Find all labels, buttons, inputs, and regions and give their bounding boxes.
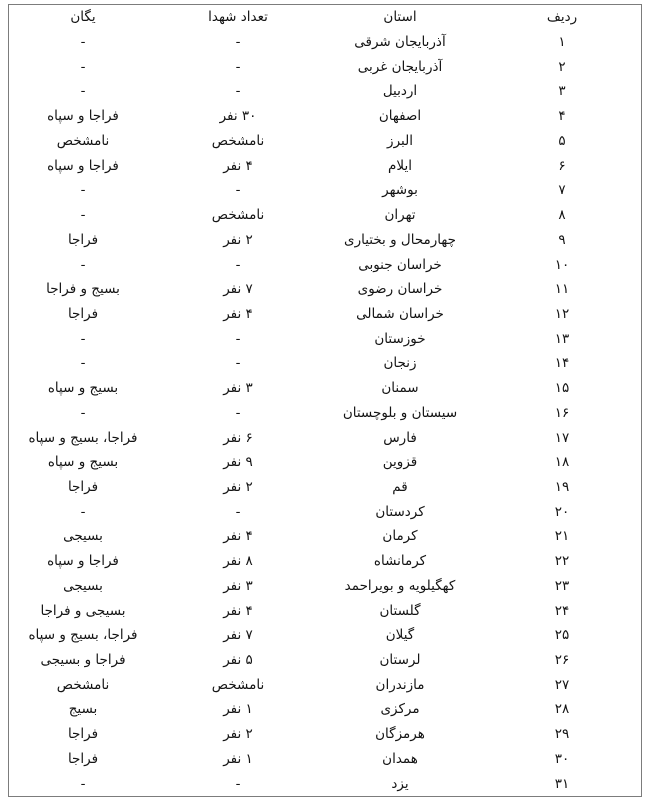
table-row [7, 227, 641, 252]
table-row [7, 104, 641, 129]
table-row [7, 524, 641, 549]
cell-yegan: فراجا و سپاه [47, 108, 119, 125]
cell-ostan: یزد [391, 775, 409, 792]
cell-tedad: - [235, 58, 241, 75]
cell-tedad: - [235, 355, 241, 372]
cell-yegan: بسیج و سپاه [47, 380, 119, 397]
cell-radif: ۱۷ [554, 429, 570, 446]
column-header-yegan: یگان [70, 9, 96, 26]
cell-ostan: هرمزگان [375, 726, 425, 743]
cell-ostan: تهران [384, 207, 416, 224]
cell-radif: ۳۰ [554, 750, 570, 767]
cell-radif: ۱ [558, 34, 566, 51]
cell-yegan: بسیج و فراجا [46, 281, 120, 298]
cell-ostan: مازندران [375, 676, 425, 693]
cell-radif: ۱۶ [554, 404, 570, 421]
cell-radif: ۱۵ [554, 380, 570, 397]
cell-radif: ۹ [558, 231, 566, 248]
table-row [7, 499, 641, 524]
cell-yegan: فراجا و بسیجی [40, 652, 126, 669]
cell-ostan: کرمانشاه [373, 553, 427, 570]
cell-radif: ۱۳ [554, 330, 570, 347]
cell-radif: ۲۷ [554, 676, 570, 693]
cell-yegan: فراجا [67, 231, 99, 248]
cell-yegan: بسیج [68, 701, 98, 718]
cell-radif: ۱۲ [554, 305, 570, 322]
cell-ostan: چهارمحال و بختیاری [344, 231, 456, 248]
cell-radif: ۳ [558, 83, 566, 100]
table-row [7, 598, 641, 623]
cell-radif: ۲۰ [554, 503, 570, 520]
cell-yegan: - [80, 775, 86, 792]
cell-tedad: ۱ نفر [223, 701, 253, 718]
cell-radif: ۴ [558, 108, 566, 125]
martyrs-table-frame [8, 4, 642, 797]
cell-yegan: فراجا [67, 305, 99, 322]
table-row [7, 376, 641, 401]
cell-radif: ۲۴ [554, 602, 570, 619]
table-row [7, 747, 641, 772]
cell-ostan: خراسان شمالی [356, 305, 444, 322]
cell-ostan: مرکزی [380, 701, 420, 718]
cell-yegan: بسیجی [63, 528, 103, 545]
cell-tedad: ۸ نفر [223, 553, 253, 570]
table-row [7, 400, 641, 425]
cell-tedad: ۲ نفر [223, 478, 253, 495]
cell-radif: ۱۰ [554, 256, 570, 273]
column-header-ostan: استان [383, 9, 417, 26]
cell-yegan: - [80, 83, 86, 100]
cell-radif: ۱۴ [554, 355, 570, 372]
cell-tedad: ۵ نفر [223, 652, 253, 669]
cell-radif: ۳۱ [554, 775, 570, 792]
table-row [7, 79, 641, 104]
cell-yegan: - [80, 355, 86, 372]
cell-tedad: نامشخص [211, 676, 265, 693]
cell-radif: ۱۹ [554, 478, 570, 495]
table-row [7, 574, 641, 599]
header-row [7, 5, 641, 30]
cell-tedad: ۱ نفر [223, 750, 253, 767]
table-row [7, 672, 641, 697]
cell-ostan: ایلام [388, 157, 412, 174]
table-row [7, 203, 641, 228]
table-row [7, 302, 641, 327]
cell-ostan: البرز [387, 132, 413, 149]
cell-radif: ۶ [558, 157, 566, 174]
cell-yegan: فراجا [67, 478, 99, 495]
cell-ostan: قم [392, 478, 408, 495]
cell-radif: ۱۱ [554, 281, 570, 298]
column-header-tedad-shohada: تعداد شهدا [208, 9, 268, 26]
table-row [7, 549, 641, 574]
cell-tedad: ۷ نفر [223, 627, 253, 644]
cell-yegan: - [80, 58, 86, 75]
table-row [7, 425, 641, 450]
cell-yegan: فراجا، بسیج و سپاه [28, 429, 138, 446]
cell-radif: ۷ [558, 182, 566, 199]
cell-ostan: کردستان [375, 503, 425, 520]
cell-yegan: نامشخص [56, 132, 110, 149]
cell-ostan: بوشهر [382, 182, 418, 199]
cell-yegan: بسیجی و فراجا [40, 602, 126, 619]
cell-radif: ۲۵ [554, 627, 570, 644]
table-row [7, 178, 641, 203]
cell-tedad: ۲ نفر [223, 726, 253, 743]
cell-ostan: خوزستان [374, 330, 426, 347]
cell-ostan: خراسان جنوبی [358, 256, 442, 273]
table-row [7, 326, 641, 351]
cell-radif: ۸ [558, 207, 566, 224]
cell-radif: ۲۸ [554, 701, 570, 718]
table-body [7, 30, 641, 796]
cell-ostan: لرستان [379, 652, 421, 669]
cell-tedad: ۷ نفر [223, 281, 253, 298]
column-header-radif: ردیف [546, 9, 578, 26]
cell-yegan: بسیج و سپاه [47, 454, 119, 471]
cell-yegan: بسیجی [63, 577, 103, 594]
cell-tedad: ۳ نفر [223, 577, 253, 594]
martyrs-by-province-table [7, 5, 641, 796]
cell-yegan: فراجا و سپاه [47, 157, 119, 174]
cell-tedad: ۳ نفر [223, 380, 253, 397]
cell-tedad: ۳۰ نفر [219, 108, 257, 125]
table-row [7, 722, 641, 747]
cell-yegan: فراجا [67, 750, 99, 767]
cell-yegan: - [80, 404, 86, 421]
cell-yegan: فراجا و سپاه [47, 553, 119, 570]
table-row [7, 697, 641, 722]
table-row [7, 450, 641, 475]
cell-tedad: ۴ نفر [223, 305, 253, 322]
cell-ostan: آذربایجان شرقی [354, 34, 446, 51]
cell-ostan: گلستان [379, 602, 421, 619]
cell-ostan: سمنان [381, 380, 419, 397]
table-row [7, 351, 641, 376]
cell-yegan: - [80, 34, 86, 51]
cell-ostan: اصفهان [378, 108, 422, 125]
table-row [7, 277, 641, 302]
cell-radif: ۲ [558, 58, 566, 75]
cell-ostan: سیستان و بلوچستان [342, 404, 458, 421]
table-row [7, 153, 641, 178]
table-row [7, 129, 641, 154]
cell-ostan: اردبیل [382, 83, 418, 100]
cell-tedad: ۴ نفر [223, 602, 253, 619]
cell-ostan: گیلان [385, 627, 415, 644]
cell-yegan: فراجا [67, 726, 99, 743]
cell-tedad: - [235, 182, 241, 199]
cell-yegan: - [80, 503, 86, 520]
cell-yegan: نامشخص [56, 676, 110, 693]
cell-ostan: خراسان رضوی [357, 281, 443, 298]
cell-yegan: - [80, 256, 86, 273]
table-row [7, 54, 641, 79]
cell-tedad: - [235, 404, 241, 421]
table-row [7, 475, 641, 500]
cell-tedad: ۹ نفر [223, 454, 253, 471]
table-row [7, 648, 641, 673]
cell-radif: ۲۶ [554, 652, 570, 669]
cell-tedad: - [235, 775, 241, 792]
cell-tedad: ۲ نفر [223, 231, 253, 248]
cell-tedad: - [235, 503, 241, 520]
cell-tedad: ۶ نفر [223, 429, 253, 446]
cell-radif: ۲۱ [554, 528, 570, 545]
cell-radif: ۲۲ [554, 553, 570, 570]
cell-ostan: قزوین [382, 454, 418, 471]
cell-tedad: - [235, 83, 241, 100]
cell-ostan: آذربایجان غربی [357, 58, 443, 75]
cell-tedad: - [235, 34, 241, 51]
cell-tedad: - [235, 256, 241, 273]
cell-yegan: - [80, 207, 86, 224]
cell-ostan: همدان [382, 750, 418, 767]
cell-yegan: - [80, 182, 86, 199]
cell-tedad: ۴ نفر [223, 157, 253, 174]
cell-tedad: ۴ نفر [223, 528, 253, 545]
cell-radif: ۵ [558, 132, 566, 149]
cell-tedad: نامشخص [211, 207, 265, 224]
cell-ostan: فارس [383, 429, 417, 446]
cell-ostan: کهگیلویه و بویراحمد [344, 577, 456, 594]
cell-radif: ۲۹ [554, 726, 570, 743]
table-row [7, 771, 641, 796]
cell-tedad: - [235, 330, 241, 347]
cell-yegan: فراجا، بسیج و سپاه [28, 627, 138, 644]
cell-radif: ۲۳ [554, 577, 570, 594]
cell-ostan: زنجان [383, 355, 417, 372]
table-row [7, 623, 641, 648]
cell-ostan: کرمان [382, 528, 418, 545]
table-row [7, 252, 641, 277]
cell-tedad: نامشخص [211, 132, 265, 149]
cell-yegan: - [80, 330, 86, 347]
table-row [7, 30, 641, 55]
cell-radif: ۱۸ [554, 454, 570, 471]
